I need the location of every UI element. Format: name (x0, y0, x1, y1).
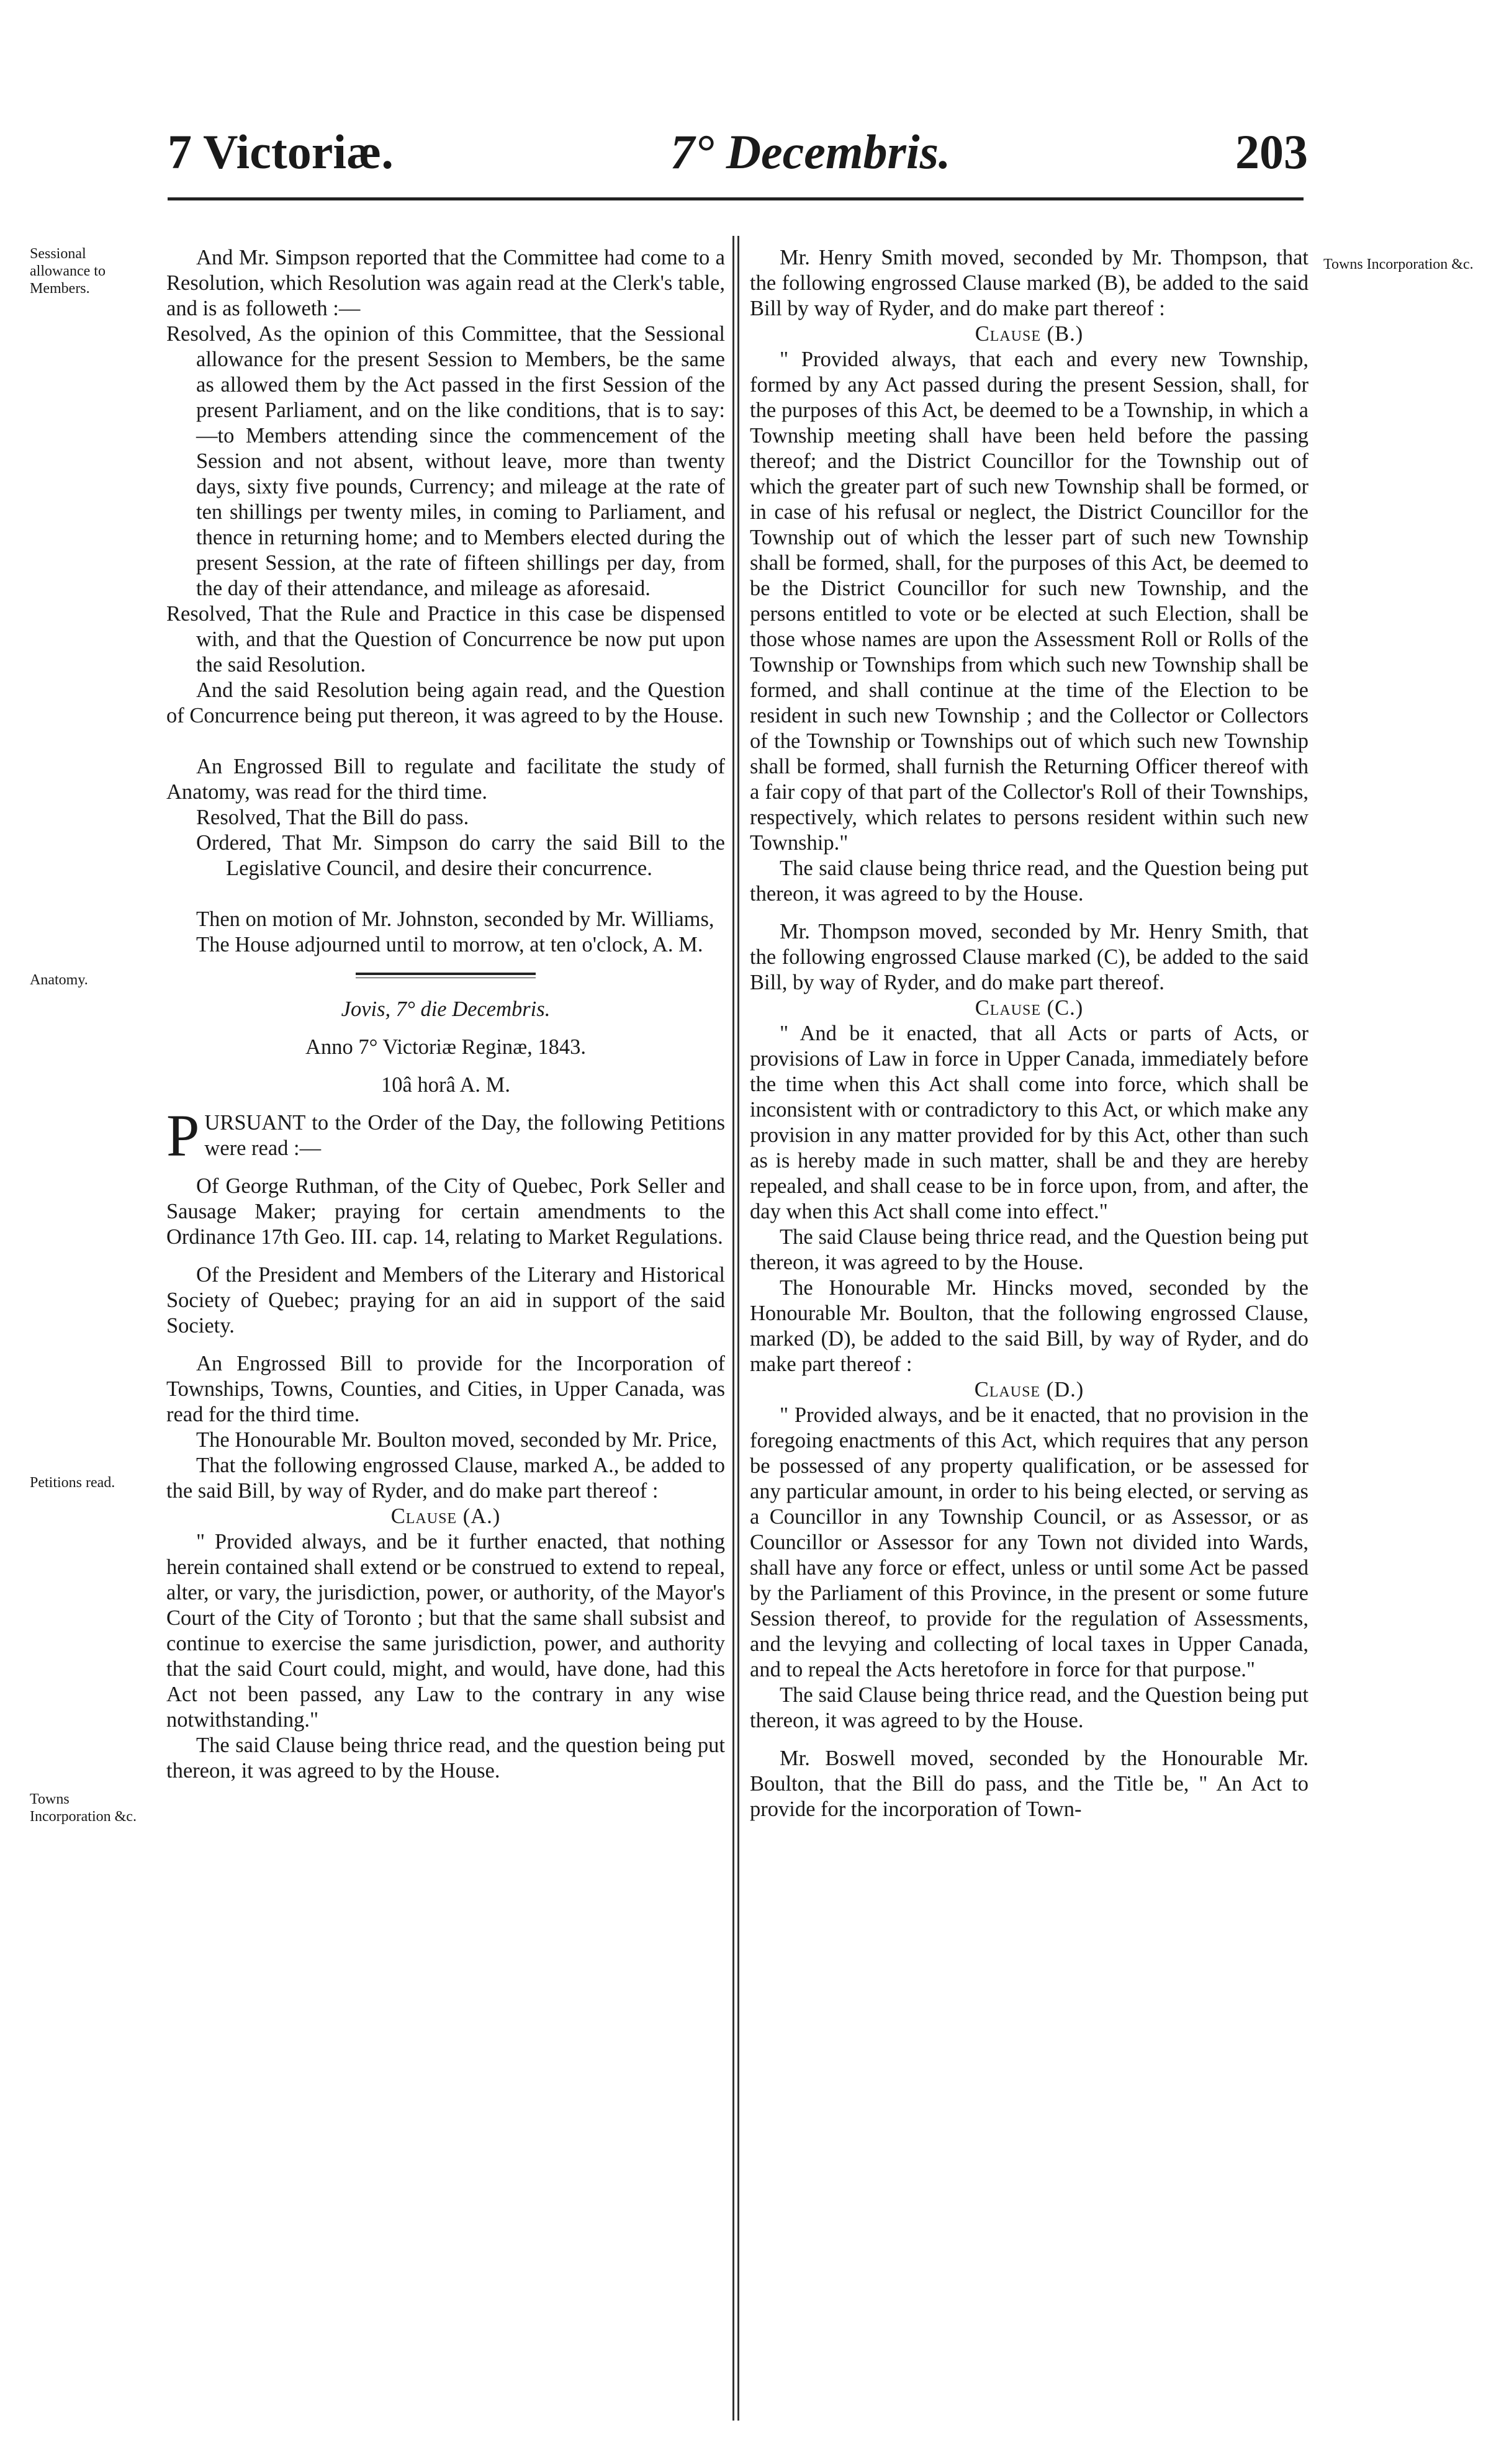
paragraph: The House adjourned until to morrow, at ten o'clock, A. M. (196, 933, 703, 956)
paragraph: Resolved, That the Bill do pass. (196, 806, 469, 829)
page-number: 203 (1235, 125, 1308, 179)
paragraph-text: URSUANT to the Order of the Day, the following Petitions were read :— (204, 1111, 725, 1160)
paragraph: The said Clause being thrice read, and the Question being put thereon, it was agreed to by the House. (750, 1225, 1309, 1274)
day-heading: Jovis, 7° die Decembris. (341, 997, 551, 1021)
margin-note-towns-left: Towns Incorporation &c. (30, 1791, 137, 1825)
paragraph: " Provided always, that each and every new Township, formed by any Act passed during the present Session, shall, for the purposes of this Act, be deemed to be a Township, in which a Township meeting shall have been held before the passing thereof; and the District Councillor for the Township out of which the greater part of such new Township shall be formed, or in case of his refusal or neglect, the District Councillor for the Township out of which the lesser part of such new Township shall be formed, shall, for the purposes of this Act, be deemed to be the District Councillor for such new Township, and the persons entitled to vote or be elected at such Election, shall be those whose names are upon the Assessment Roll or Rolls of the Township or Townships from which such new Township shall be formed, and shall continue at the time of the Election to be resident in such new Township ; and the Collector or Collectors of the Township or Townships out of which such new Township shall be formed, shall furnish the Returning Officer thereof with a fair copy of that part of the Collector's Roll of their Townships, respectively, which relates to persons resident within such new Township." (750, 348, 1309, 855)
paragraph: An Engrossed Bill to regulate and facilitate the study of Anatomy, was read for the third time. (166, 755, 725, 804)
margin-note-towns-right: Towns Incorporation &c. (1323, 256, 1474, 272)
clause-heading: Clause (C.) (975, 996, 1084, 1020)
clause-heading: Clause (A.) (390, 1504, 501, 1528)
clause-heading: Clause (B.) (975, 322, 1084, 346)
paragraph: " Provided always, and be it enacted, that no provision in the foregoing enactments of this Act, which requires that any person be possessed of any property qualification, or be assessed for any particular amount, in order to his being elected, or serving as a Councillor in any Township Council, or as Assessor, or as Councillor or Assessor for any Town not divided into Wards, shall have any force or effect, unless or until some Act be passed by the Parliament of this Province, in the present or some future Session thereof, to provide for the regulation of Assessments, and the levying and collecting of local taxes in Upper Canada, and to repeal the Acts heretofore in force for that purpose." (750, 1403, 1309, 1681)
paragraph: The Honourable Mr. Boulton moved, seconded by Mr. Price, (196, 1428, 718, 1452)
section-rule (356, 973, 536, 978)
paragraph: The said Clause being thrice read, and the question being put thereon, it was agreed to by the House. (166, 1733, 725, 1783)
paragraph: The Honourable Mr. Hincks moved, seconded by the Honourable Mr. Boulton, that the following engrossed Clause, marked (D), be added to the said Bill, by way of Ryder, and do make part thereof : (750, 1276, 1309, 1376)
column-divider (737, 236, 739, 2421)
right-column (750, 245, 1309, 1822)
paragraph: Then on motion of Mr. Johnston, seconded by Mr. Williams, (196, 907, 714, 931)
paragraph: Resolved, That the Rule and Practice in this case be dispensed with, and that the Question of Concurrence be now put upon the said Resolution. (166, 602, 725, 677)
paragraph: And Mr. Simpson reported that the Committee had come to a Resolution, which Resolution was again read at the Clerk's table, and is as followeth :— (166, 246, 725, 320)
running-head-reign: 7 Victoriæ. (168, 125, 394, 179)
paragraph: " Provided always, and be it further enacted, that nothing herein contained shall extend or be construed to extend to repeal, alter, or vary, the jurisdiction, power, or authority, of the Mayor's Court of the City of Toronto ; but that the same shall subsist and continue to exercise the same jurisdiction, power, and authority that the said Court could, might, and would, have done, had this Act not been passed, any Law to the contrary in any wise notwithstanding." (166, 1530, 725, 1732)
drop-cap: P (166, 1102, 200, 1169)
paragraph: The said Clause being thrice read, and the Question being put thereon, it was agreed to by the House. (750, 1683, 1309, 1732)
margin-note-sessional: Sessional allowance to Members. (30, 246, 106, 297)
paragraph: Of George Ruthman, of the City of Quebec, Pork Seller and Sausage Maker; praying for certain amendments to the Ordinance 17th Geo. III. cap. 14, relating to Market Regulations. (166, 1174, 725, 1249)
left-column (166, 245, 725, 1784)
margin-note-anatomy: Anatomy. (30, 972, 88, 988)
column-divider (732, 236, 734, 2421)
paragraph: Mr. Thompson moved, seconded by Mr. Henry Smith, that the following engrossed Clause marked (C), be added to the said Bill, by way of Ryder, and do make part thereof. (750, 920, 1309, 994)
paragraph: An Engrossed Bill to provide for the Incorporation of Townships, Towns, Counties, and Cities, in Upper Canada, was read for the third time. (166, 1352, 725, 1426)
paragraph: And the said Resolution being again read, and the Question of Concurrence being put thereon, it was agreed to by the House. (166, 678, 725, 727)
paragraph (166, 1102, 725, 1169)
paragraph: Resolved, As the opinion of this Committee, that the Sessional allowance for the present Session to Members, be the same as allowed them by the Act passed in the first Session of the present Parliament, and on the like conditions, that is to say:—to Members attending since the commencement of the Session and not absent, without leave, more than twenty days, sixty five pounds, Currency; and mileage at the rate of ten shillings per twenty miles, in coming to Parliament, and thence in returning home; and to Members elected during the present Session, at the rate of fifteen shillings per day, from the day of their attendance, and mileage as aforesaid. (166, 322, 725, 600)
year-heading: Anno 7° Victoriæ Reginæ, 1843. (305, 1035, 586, 1059)
margin-note-petitions: Petitions read. (30, 1475, 115, 1491)
paragraph: That the following engrossed Clause, marked A., be added to the said Bill, by way of Ryder, and do make part thereof : (166, 1454, 725, 1503)
paragraph: The said clause being thrice read, and the Question being put thereon, it was agreed to by the House. (750, 857, 1309, 906)
paragraph: Of the President and Members of the Literary and Historical Society of Quebec; praying for an aid in support of the said Society. (166, 1263, 725, 1338)
clause-heading: Clause (D.) (974, 1378, 1084, 1401)
running-head-date: 7° Decembris. (670, 125, 951, 179)
paragraph: Ordered, That Mr. Simpson do carry the said Bill to the Legislative Council, and desire their concurrence. (196, 831, 725, 880)
paragraph: " And be it enacted, that all Acts or parts of Acts, or provisions of Law in force in Upper Canada, immediately before the time when this Act shall come into force, which shall be inconsistent with or contradictory to this Act, or which make any provision in any matter provided for by this Act, other than such as is hereby made in such matter, shall be and they are hereby repealed, and shall cease to be in force upon, from, and after, the day when this Act shall come into effect." (750, 1022, 1309, 1223)
paragraph: Mr. Henry Smith moved, seconded by Mr. Thompson, that the following engrossed Clause marked (B), be added to the said Bill by way of Ryder, and do make part thereof : (750, 246, 1309, 320)
hour-heading: 10â horâ A. M. (381, 1073, 510, 1097)
paragraph: Mr. Boswell moved, seconded by the Honourable Mr. Boulton, that the Bill do pass, and the Title be, " An Act to provide for the incorporation of Town- (750, 1747, 1309, 1821)
header-rule (168, 197, 1304, 200)
